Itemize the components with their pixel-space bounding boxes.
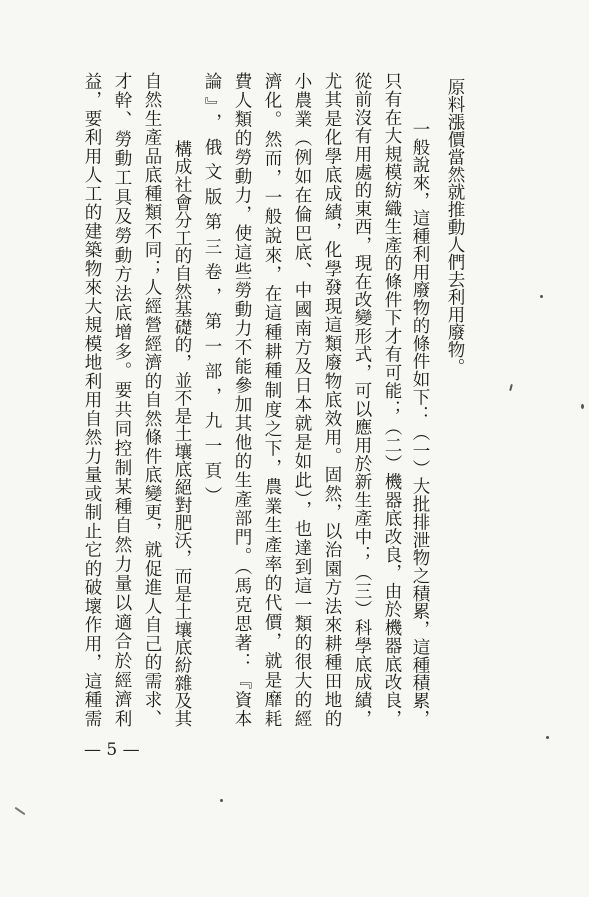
scan-speck (540, 295, 543, 298)
text-column: 原料漲價當然就推動人們去利用廢物。 (445, 78, 465, 376)
scan-speck (546, 736, 549, 739)
text-column: 只有在大規模紡織生產的條件下才有可能；（二）機器底改良，由於機器底改良， (382, 72, 402, 727)
text-column: 從前沒有用處的東西，現在改變形式，可以應用於新生產中；（三）科學底成績， (352, 72, 372, 727)
text-column: 濟化。然而，一般說來，在這種耕種制度之下，農業生產率的代價，就是靡耗 (262, 72, 282, 727)
text-column: 益，要利用人工的建築物來大規模地利用自然力量或制止它的破壞作用，這種需 (82, 72, 102, 727)
scan-speck (15, 807, 26, 816)
text-column: 費人類的勞動力，使這些勞動力不能參加其他的生產部門。（馬克思著：『資本 (232, 72, 252, 727)
scan-speck (509, 384, 513, 391)
scan-speck (220, 799, 223, 802)
text-column: 論』，俄文版第三卷，第一部，九一頁） (202, 72, 222, 504)
text-column: 一般說來，這種利用廢物的條件如下：（一）大批排泄物之積累，這種積累， (410, 120, 430, 727)
page-number: — 5 — (84, 740, 140, 760)
text-column: 尤其是化學底成績，化學發現這類廢物底效用。固然，以治園方法來耕種田地的 (322, 72, 342, 727)
text-column: 才幹、勞動工具及勞動方法底增多。要共同控制某種自然力量以適合於經濟利 (112, 72, 132, 727)
text-column: 構成社會分工的自然基礎的，並不是土壤底絕對肥沃，而是土壤底紛雜及其 (172, 140, 192, 727)
text-column: 小農業（例如在倫巴底、中國南方及日本就是如此），也達到這一類的很大的經 (292, 72, 312, 727)
text-column: 自然生產品底種類不同；人經營經濟的自然條件底變更，就促進人自己的需求、 (142, 72, 162, 727)
scan-speck (581, 404, 584, 409)
